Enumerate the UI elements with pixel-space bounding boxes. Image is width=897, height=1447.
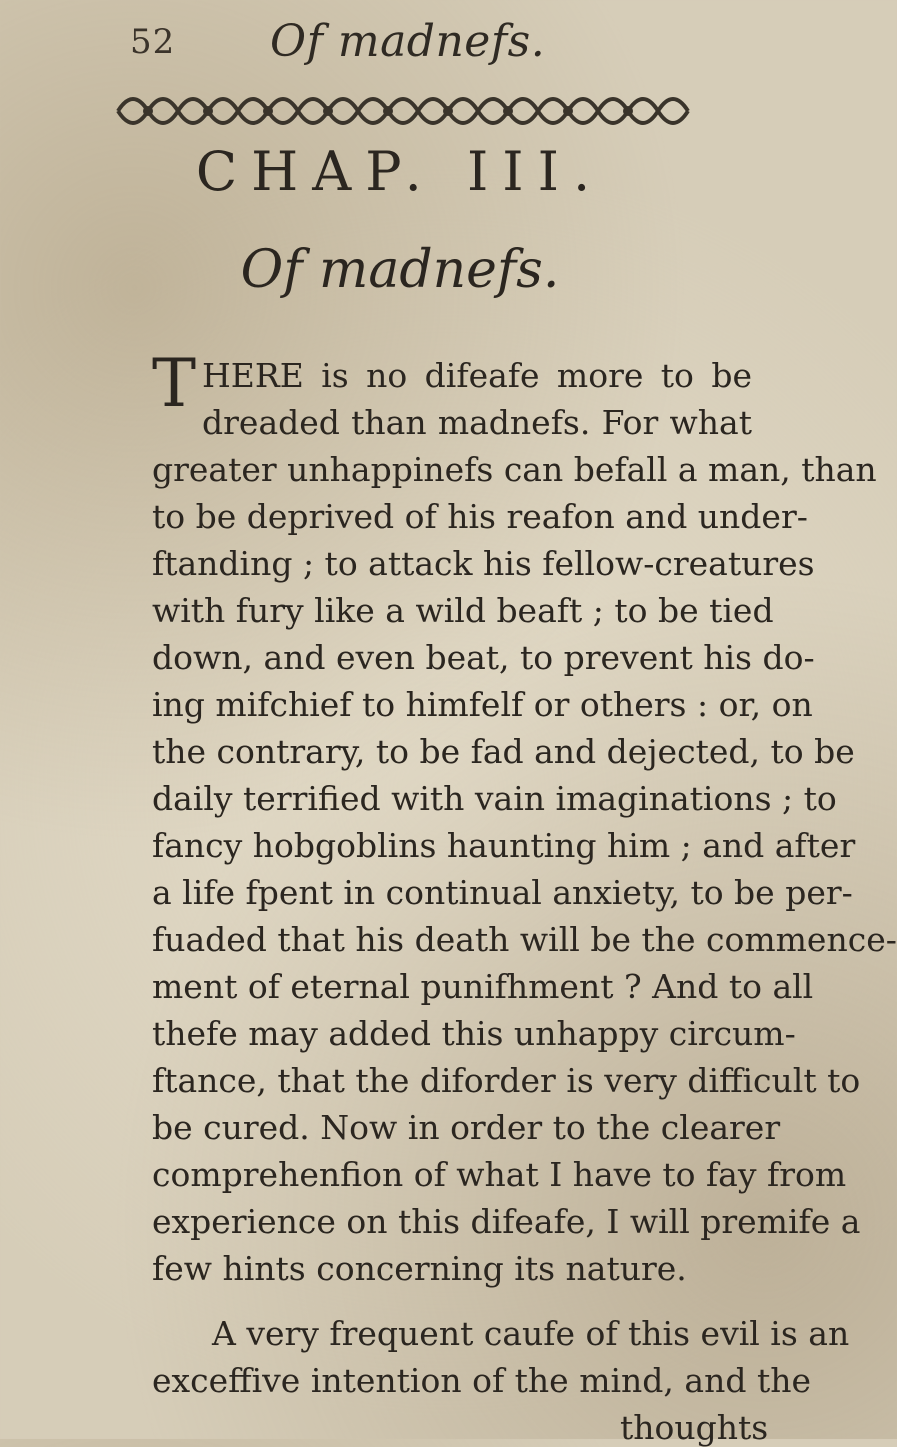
text-line: HERE is no difeafe more to be — [202, 356, 752, 395]
chapter-heading: CHAP. III. — [195, 140, 605, 203]
text-line: thefe may added this unhappy circum- — [152, 1014, 796, 1053]
text-line: experience on this difeafe, I will premife a — [152, 1202, 861, 1241]
text-line: few hints concerning its nature. — [152, 1249, 687, 1288]
text-line: the contrary, to be fad and dejected, to be — [152, 732, 855, 771]
text-line: a life fpent in continual anxiety, to be per- — [152, 873, 853, 912]
text-line: with fury like a wild beaft ; to be tied — [152, 591, 774, 630]
running-head — [0, 8, 800, 68]
text-line: greater unhappinefs can befall a man, than — [152, 450, 877, 489]
catchword: thoughts — [620, 1408, 769, 1447]
text-line: be cured. Now in order to the clearer — [152, 1108, 781, 1147]
running-title: Of madnefs. — [270, 16, 546, 67]
text-line: ftanding ; to attack his fellow-creatures — [152, 544, 815, 583]
text-line: ftance, that the diforder is very difficult to — [152, 1061, 861, 1100]
text-line: ing mifchief to himfelf or others : or, on — [152, 685, 813, 724]
drop-cap: T — [152, 345, 197, 422]
text-line: comprehenfion of what I have to fay from — [152, 1155, 847, 1194]
text-line: to be deprived of his reafon and under- — [152, 497, 808, 536]
page-number: 52 — [130, 22, 176, 62]
text-line: down, and even beat, to prevent his do- — [152, 638, 815, 677]
text-line: daily terrified with vain imaginations ; to — [152, 779, 837, 818]
paragraph-2 — [152, 1310, 850, 1404]
paragraph-1 — [152, 345, 897, 1292]
chapter-subtitle: Of madnefs. — [240, 240, 560, 300]
text-line: fancy hobgoblins haunting him ; and after — [152, 826, 856, 865]
text-line: fuaded that his death will be the commence- — [152, 920, 897, 959]
text-line: exceffive intention of the mind, and the — [152, 1361, 811, 1400]
text-line: A very frequent caufe of this evil is an — [212, 1314, 850, 1353]
text-line: ment of eternal punifhment ? And to all — [152, 967, 814, 1006]
ornamental-border — [108, 78, 688, 144]
text-line: dreaded than madnefs. For what — [202, 403, 752, 442]
